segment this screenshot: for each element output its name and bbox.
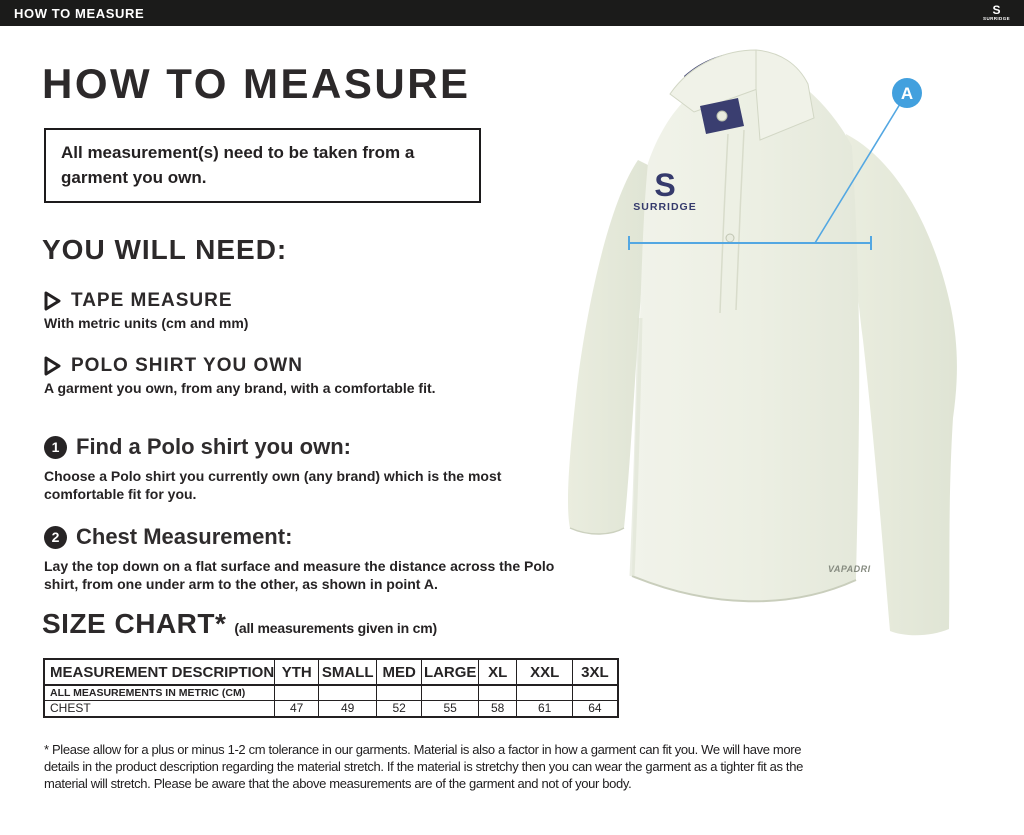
step-2-desc: Lay the top down on a flat surface and measure the distance across the Polo shirt, from one under arm to the other, as shown in point A. [44,558,555,593]
page-title: HOW TO MEASURE [42,60,471,107]
chest-logo-s-mark: S [654,167,676,203]
chest-yth: 47 [275,700,319,717]
col-header-small: SMALL [319,659,377,685]
need-item-desc: With metric units (cm and mm) [44,315,249,331]
empty-cell [573,685,618,700]
col-header-3xl: 3XL [573,659,618,685]
col-header-large: LARGE [422,659,479,685]
chest-large: 55 [422,700,479,717]
empty-cell [275,685,319,700]
chest-3xl: 64 [573,700,618,717]
need-item-title: TAPE MEASURE [71,290,233,311]
notice-text: All measurement(s) need to be taken from a garment you own. [61,143,415,187]
metric-note-label: ALL MEASUREMENTS IN METRIC (CM) [44,685,275,700]
chest-small: 49 [319,700,377,717]
chest-logo-wordmark: SURRIDGE [633,201,697,213]
shirt-body [632,80,859,601]
play-triangle-icon [44,356,61,376]
a-marker-label: A [900,84,914,103]
right-sleeve [846,134,957,635]
cricket-shirt-illustration [560,28,1024,643]
size-chart-subheading: (all measurements given in cm) [234,620,437,636]
step-1-title: Find a Polo shirt you own: [76,434,351,459]
col-header-xl: XL [479,659,517,685]
col-header-xxl: XXL [517,659,573,685]
step-2-badge: 2 [44,526,67,549]
empty-cell [319,685,377,700]
step-1-badge: 1 [44,436,67,459]
top-bar-title: HOW TO MEASURE [14,5,145,21]
empty-cell [479,685,517,700]
col-header-med: MED [377,659,422,685]
size-chart-heading: SIZE CHART* [42,608,227,639]
product-photo [560,28,1024,643]
placket-button [726,234,734,242]
chest-med: 52 [377,700,422,717]
tolerance-disclaimer: * Please allow for a plus or minus 1-2 cm tolerance in our garments. Material is also a factor in how a garment can fit you. We will have more details in the product description regarding the material stretch. If the material is stretchy then you can wear the garment as a tighter fit as the material will stretch. Please be aware that the above measurements are of the garment and not of your body. [44,742,803,792]
col-header-measurement: MEASUREMENT DESCRIPTION [44,659,275,685]
need-item-desc: A garment you own, from any brand, with a comfortable fit. [44,380,436,396]
chest-xxl: 61 [517,700,573,717]
col-header-yth: YTH [275,659,319,685]
fabric-label: VAPADRI [828,564,871,574]
table-row-metric-note [44,685,618,700]
size-chart-heading-row [42,608,437,640]
step-2 [44,524,579,594]
need-item-tape-measure [44,290,248,331]
empty-cell [517,685,573,700]
empty-cell [377,685,422,700]
table-header-row [44,659,618,685]
need-item-title: POLO SHIRT YOU OWN [71,355,303,376]
notice-box [44,128,481,203]
table-row-chest [44,700,618,717]
play-triangle-icon [44,291,61,311]
surridge-s-mark: S [992,3,1001,18]
collar-button [717,111,727,121]
a-marker [892,78,922,108]
surridge-logo-icon [983,4,1014,22]
chest-label: CHEST [44,700,275,717]
step-1 [44,434,569,504]
step-1-desc: Choose a Polo shirt you currently own (any brand) which is the most comfortable fit for you. [44,468,502,503]
size-chart-table [43,658,619,718]
empty-cell [422,685,479,700]
top-bar [0,0,1024,26]
need-item-polo-shirt [44,355,436,396]
step-2-title: Chest Measurement: [76,524,293,549]
surridge-wordmark: SURRIDGE [983,16,1010,22]
you-will-need-heading: YOU WILL NEED: [42,234,288,265]
chest-xl: 58 [479,700,517,717]
